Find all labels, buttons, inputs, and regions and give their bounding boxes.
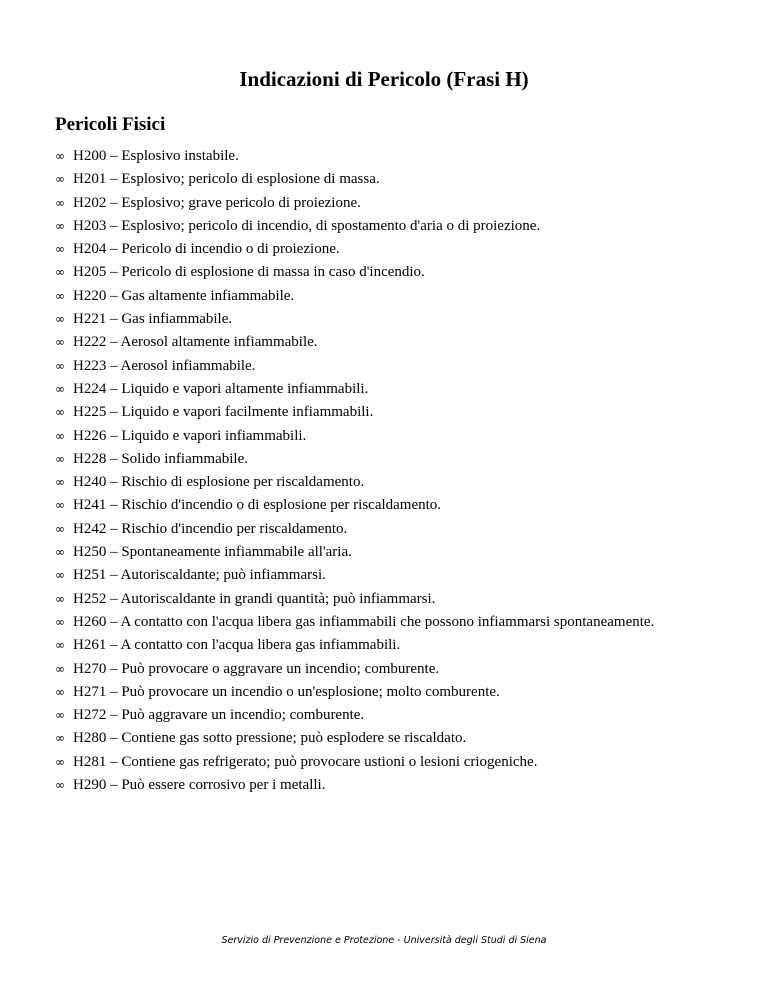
list-item — [0, 355, 768, 378]
section-heading: Pericoli Fisici — [55, 114, 166, 135]
list-item — [0, 751, 768, 774]
infinity-bullet-icon: ∞ — [55, 218, 65, 233]
hazard-statement-text: H221 – Gas infiammabile. — [73, 311, 233, 328]
hazard-statement-text: H222 – Aerosol altamente infiammabile. — [73, 334, 318, 351]
list-item — [0, 285, 768, 308]
hazard-statement-text: H204 – Pericolo di incendio o di proiezione. — [73, 241, 340, 258]
list-item — [0, 331, 768, 354]
infinity-bullet-icon: ∞ — [55, 754, 65, 769]
list-item — [0, 681, 768, 704]
infinity-bullet-icon: ∞ — [55, 405, 65, 420]
infinity-bullet-icon: ∞ — [55, 358, 65, 373]
list-item — [0, 401, 768, 424]
infinity-bullet-icon: ∞ — [55, 591, 65, 606]
infinity-bullet-icon: ∞ — [55, 778, 65, 793]
list-item — [0, 518, 768, 541]
infinity-bullet-icon: ∞ — [55, 731, 65, 746]
infinity-bullet-icon: ∞ — [55, 638, 65, 653]
hazard-statement-text: H242 – Rischio d'incendio per riscaldamento. — [73, 520, 348, 537]
list-item — [0, 564, 768, 587]
infinity-bullet-icon: ∞ — [55, 661, 65, 676]
hazard-statement-text: H252 – Autoriscaldante in grandi quantità; può infiammarsi. — [73, 590, 436, 607]
hazard-statement-text: H224 – Liquido e vapori altamente infiammabili. — [73, 380, 369, 397]
infinity-bullet-icon: ∞ — [55, 708, 65, 723]
infinity-bullet-icon: ∞ — [55, 149, 65, 163]
hazard-statement-text: H250 – Spontaneamente infiammabile all'aria. — [73, 544, 352, 561]
hazard-statement-text: H271 – Può provocare un incendio o un'esplosione; molto comburente. — [73, 683, 500, 700]
list-item — [0, 378, 768, 401]
list-item — [0, 448, 768, 471]
list-item — [0, 658, 768, 681]
hazard-statement-text: H201 – Esplosivo; pericolo di esplosione di massa. — [73, 171, 380, 188]
list-item — [0, 238, 768, 261]
hazard-statement-text: H220 – Gas altamente infiammabile. — [73, 287, 295, 304]
hazard-statement-text: H228 – Solido infiammabile. — [73, 450, 248, 467]
hazard-statement-text: H241 – Rischio d'incendio o di esplosione per riscaldamento. — [73, 497, 442, 514]
hazard-statement-text: H200 – Esplosivo instabile. — [73, 148, 239, 164]
hazard-statement-text: H240 – Rischio di esplosione per riscaldamento. — [73, 474, 365, 491]
hazard-statement-text: H280 – Contiene gas sotto pressione; può esplodere se riscaldato. — [73, 730, 467, 747]
list-item — [0, 308, 768, 331]
infinity-bullet-icon: ∞ — [55, 521, 65, 536]
infinity-bullet-icon: ∞ — [55, 381, 65, 396]
list-item — [0, 425, 768, 448]
infinity-bullet-icon: ∞ — [55, 498, 65, 513]
hazard-statement-text: H270 – Può provocare o aggravare un incendio; comburente. — [73, 660, 440, 677]
list-item — [0, 494, 768, 517]
infinity-bullet-icon: ∞ — [55, 335, 65, 350]
hazard-statement-text: H260 – A contatto con l'acqua libera gas infiammabili che possono infiammarsi spontaneamente. — [73, 613, 655, 630]
hazard-statement-text: H225 – Liquido e vapori facilmente infiammabili. — [73, 404, 374, 421]
infinity-bullet-icon: ∞ — [55, 568, 65, 583]
list-item — [0, 471, 768, 494]
infinity-bullet-icon: ∞ — [55, 684, 65, 699]
document-title: Indicazioni di Pericolo (Frasi H) — [239, 67, 529, 91]
infinity-bullet-icon: ∞ — [55, 195, 65, 210]
hazard-statement-text: H272 – Può aggravare un incendio; comburente. — [73, 707, 365, 724]
list-item — [0, 727, 768, 750]
infinity-bullet-icon: ∞ — [55, 428, 65, 443]
list-item — [0, 634, 768, 657]
hazard-statement-text: H261 – A contatto con l'acqua libera gas infiammabili. — [73, 637, 401, 654]
list-item — [0, 215, 768, 238]
infinity-bullet-icon: ∞ — [55, 614, 65, 629]
hazard-statement-text: H205 – Pericolo di esplosione di massa in caso d'incendio. — [73, 264, 425, 281]
hazard-statement-text: H281 – Contiene gas refrigerato; può provocare ustioni o lesioni criogeniche. — [73, 753, 538, 770]
list-item — [0, 145, 768, 168]
hazard-statement-text: H290 – Può essere corrosivo per i metalli. — [73, 777, 326, 794]
hazard-statement-text: H251 – Autoriscaldante; può infiammarsi. — [73, 567, 326, 584]
list-item — [0, 541, 768, 564]
hazard-statement-list — [0, 145, 768, 797]
hazard-statement-text: H223 – Aerosol infiammabile. — [73, 357, 256, 374]
infinity-bullet-icon: ∞ — [55, 172, 65, 187]
list-item — [0, 192, 768, 215]
infinity-bullet-icon: ∞ — [55, 265, 65, 280]
list-item — [0, 261, 768, 284]
infinity-bullet-icon: ∞ — [55, 312, 65, 327]
list-item — [0, 704, 768, 727]
infinity-bullet-icon: ∞ — [55, 451, 65, 466]
infinity-bullet-icon: ∞ — [55, 288, 65, 303]
hazard-statement-text: H203 – Esplosivo; pericolo di incendio, di spostamento d'aria o di proiezione. — [73, 217, 541, 234]
hazard-statement-text: H202 – Esplosivo; grave pericolo di proiezione. — [73, 194, 361, 211]
infinity-bullet-icon: ∞ — [55, 545, 65, 560]
list-item — [0, 611, 768, 634]
list-item — [0, 588, 768, 611]
list-item — [0, 168, 768, 191]
hazard-statement-text: H226 – Liquido e vapori infiammabili. — [73, 427, 307, 444]
list-item — [0, 774, 768, 797]
infinity-bullet-icon: ∞ — [55, 475, 65, 490]
infinity-bullet-icon: ∞ — [55, 242, 65, 257]
page-footer: Servizio di Prevenzione e Protezione - Università degli Studi di Siena — [221, 935, 547, 946]
